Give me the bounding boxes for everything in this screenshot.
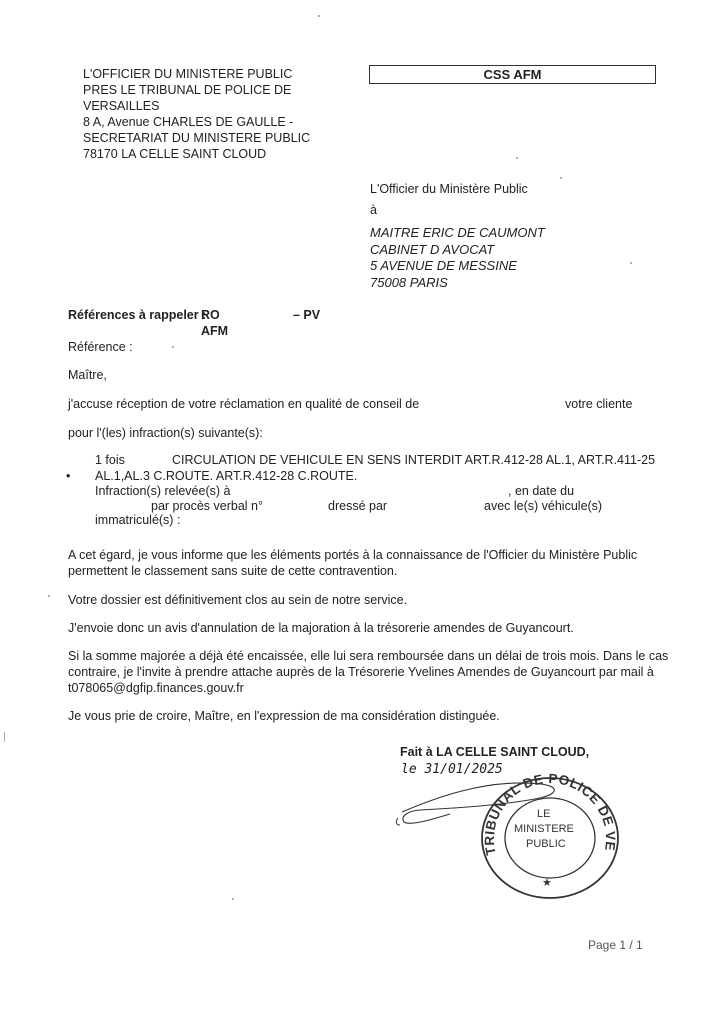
recipient-line: 5 AVENUE DE MESSINE — [370, 258, 517, 273]
email-address: t078065@dgfip.finances.gouv.fr — [68, 681, 244, 695]
scan-speck — [516, 157, 518, 159]
css-afm-box: CSS AFM — [369, 65, 656, 84]
ref-afm: AFM — [201, 324, 229, 338]
paragraph: contraire, je l'invite à prendre attache auprès de la Trésorerie Yvelines Amendes de Guyancourt par mail à — [68, 665, 654, 679]
sender-line: PRES LE TRIBUNAL DE POLICE DE — [83, 83, 292, 97]
scan-speck — [48, 595, 50, 597]
sender-line: VERSAILLES — [83, 99, 160, 113]
stamp-ring-text: TRIBUNAL DE POLICE DE VE — [481, 772, 619, 857]
ref-pv: – PV — [293, 308, 321, 322]
paragraph: Je vous prie de croire, Maître, en l'expression de ma considération distinguée. — [68, 709, 500, 723]
stamp-center-ministere: MINISTERE — [514, 823, 574, 835]
ref-ro: RO — [201, 308, 220, 322]
ack-client: votre cliente — [565, 397, 633, 411]
references-label: Références à rappeler : — [68, 308, 207, 322]
paragraph: permettent le classement sans suite de cette contravention. — [68, 564, 398, 578]
infraction-immat: immatriculé(s) : — [95, 513, 181, 527]
salutation: Maître, — [68, 368, 107, 382]
infraction-dresse: dressé par — [328, 499, 388, 513]
infraction-desc: CIRCULATION DE VEHICULE EN SENS INTERDIT ART.R.412-28 AL.1, ART.R.411-25 — [172, 453, 656, 467]
scan-speck — [318, 15, 320, 17]
infraction-count: 1 fois — [95, 453, 125, 467]
sender-line: 8 A, Avenue CHARLES DE GAULLE - — [83, 115, 294, 129]
paragraph: A cet égard, je vous informe que les éléments portés à la connaissance de l'Officier du Ministère Public — [68, 548, 638, 562]
sender-line: 78170 LA CELLE SAINT CLOUD — [83, 147, 267, 161]
scan-speck — [172, 346, 174, 348]
infraction-relevee: Infraction(s) relevée(s) à — [95, 484, 231, 498]
scan-speck — [630, 262, 632, 264]
infraction-desc: AL.1,AL.3 C.ROUTE. ART.R.412-28 C.ROUTE. — [95, 469, 358, 483]
scan-speck — [560, 177, 562, 179]
official-stamp — [474, 772, 624, 900]
signature-place: Fait à LA CELLE SAINT CLOUD, — [400, 745, 590, 759]
ack-text: j'accuse réception de votre réclamation en qualité de conseil de — [68, 397, 420, 411]
recipient-line: 75008 PARIS — [370, 275, 448, 290]
infraction-date-label: , en date du — [508, 484, 575, 498]
stamp-center-public: PUBLIC — [526, 838, 566, 850]
signature-date: le 31/01/2025 — [401, 762, 503, 777]
recipient-line: MAITRE ERIC DE CAUMONT — [370, 225, 545, 240]
paragraph: J'envoie donc un avis d'annulation de la majoration à la trésorerie amendes de Guyancourt. — [68, 621, 574, 635]
page-number: Page 1 / 1 — [588, 938, 643, 952]
paragraph: Si la somme majorée a déjà été encaissée, elle lui sera remboursée dans un délai de trois mois. Dans le cas — [68, 649, 669, 663]
bullet: • — [66, 469, 71, 483]
scan-speck — [232, 898, 234, 900]
paragraph: Votre dossier est définitivement clos au sein de notre service. — [68, 593, 408, 607]
sender-line: SECRETARIAT DU MINISTERE PUBLIC — [83, 131, 311, 145]
infraction-pv-label: par procès verbal n° — [151, 499, 263, 513]
infraction-vehicule: avec le(s) véhicule(s) — [484, 499, 603, 513]
star-icon: ★ — [542, 877, 552, 889]
reference-label: Référence : — [68, 340, 133, 354]
recipient-a: à — [370, 203, 377, 217]
stamp-center-le: LE — [537, 808, 551, 820]
recipient-line: CABINET D AVOCAT — [370, 242, 495, 257]
sender-line: L'OFFICIER DU MINISTERE PUBLIC — [83, 67, 293, 81]
recipient-from: L'Officier du Ministère Public — [370, 182, 528, 196]
scan-speck — [4, 732, 5, 742]
infractions-label: pour l'(les) infraction(s) suivante(s): — [68, 426, 263, 440]
